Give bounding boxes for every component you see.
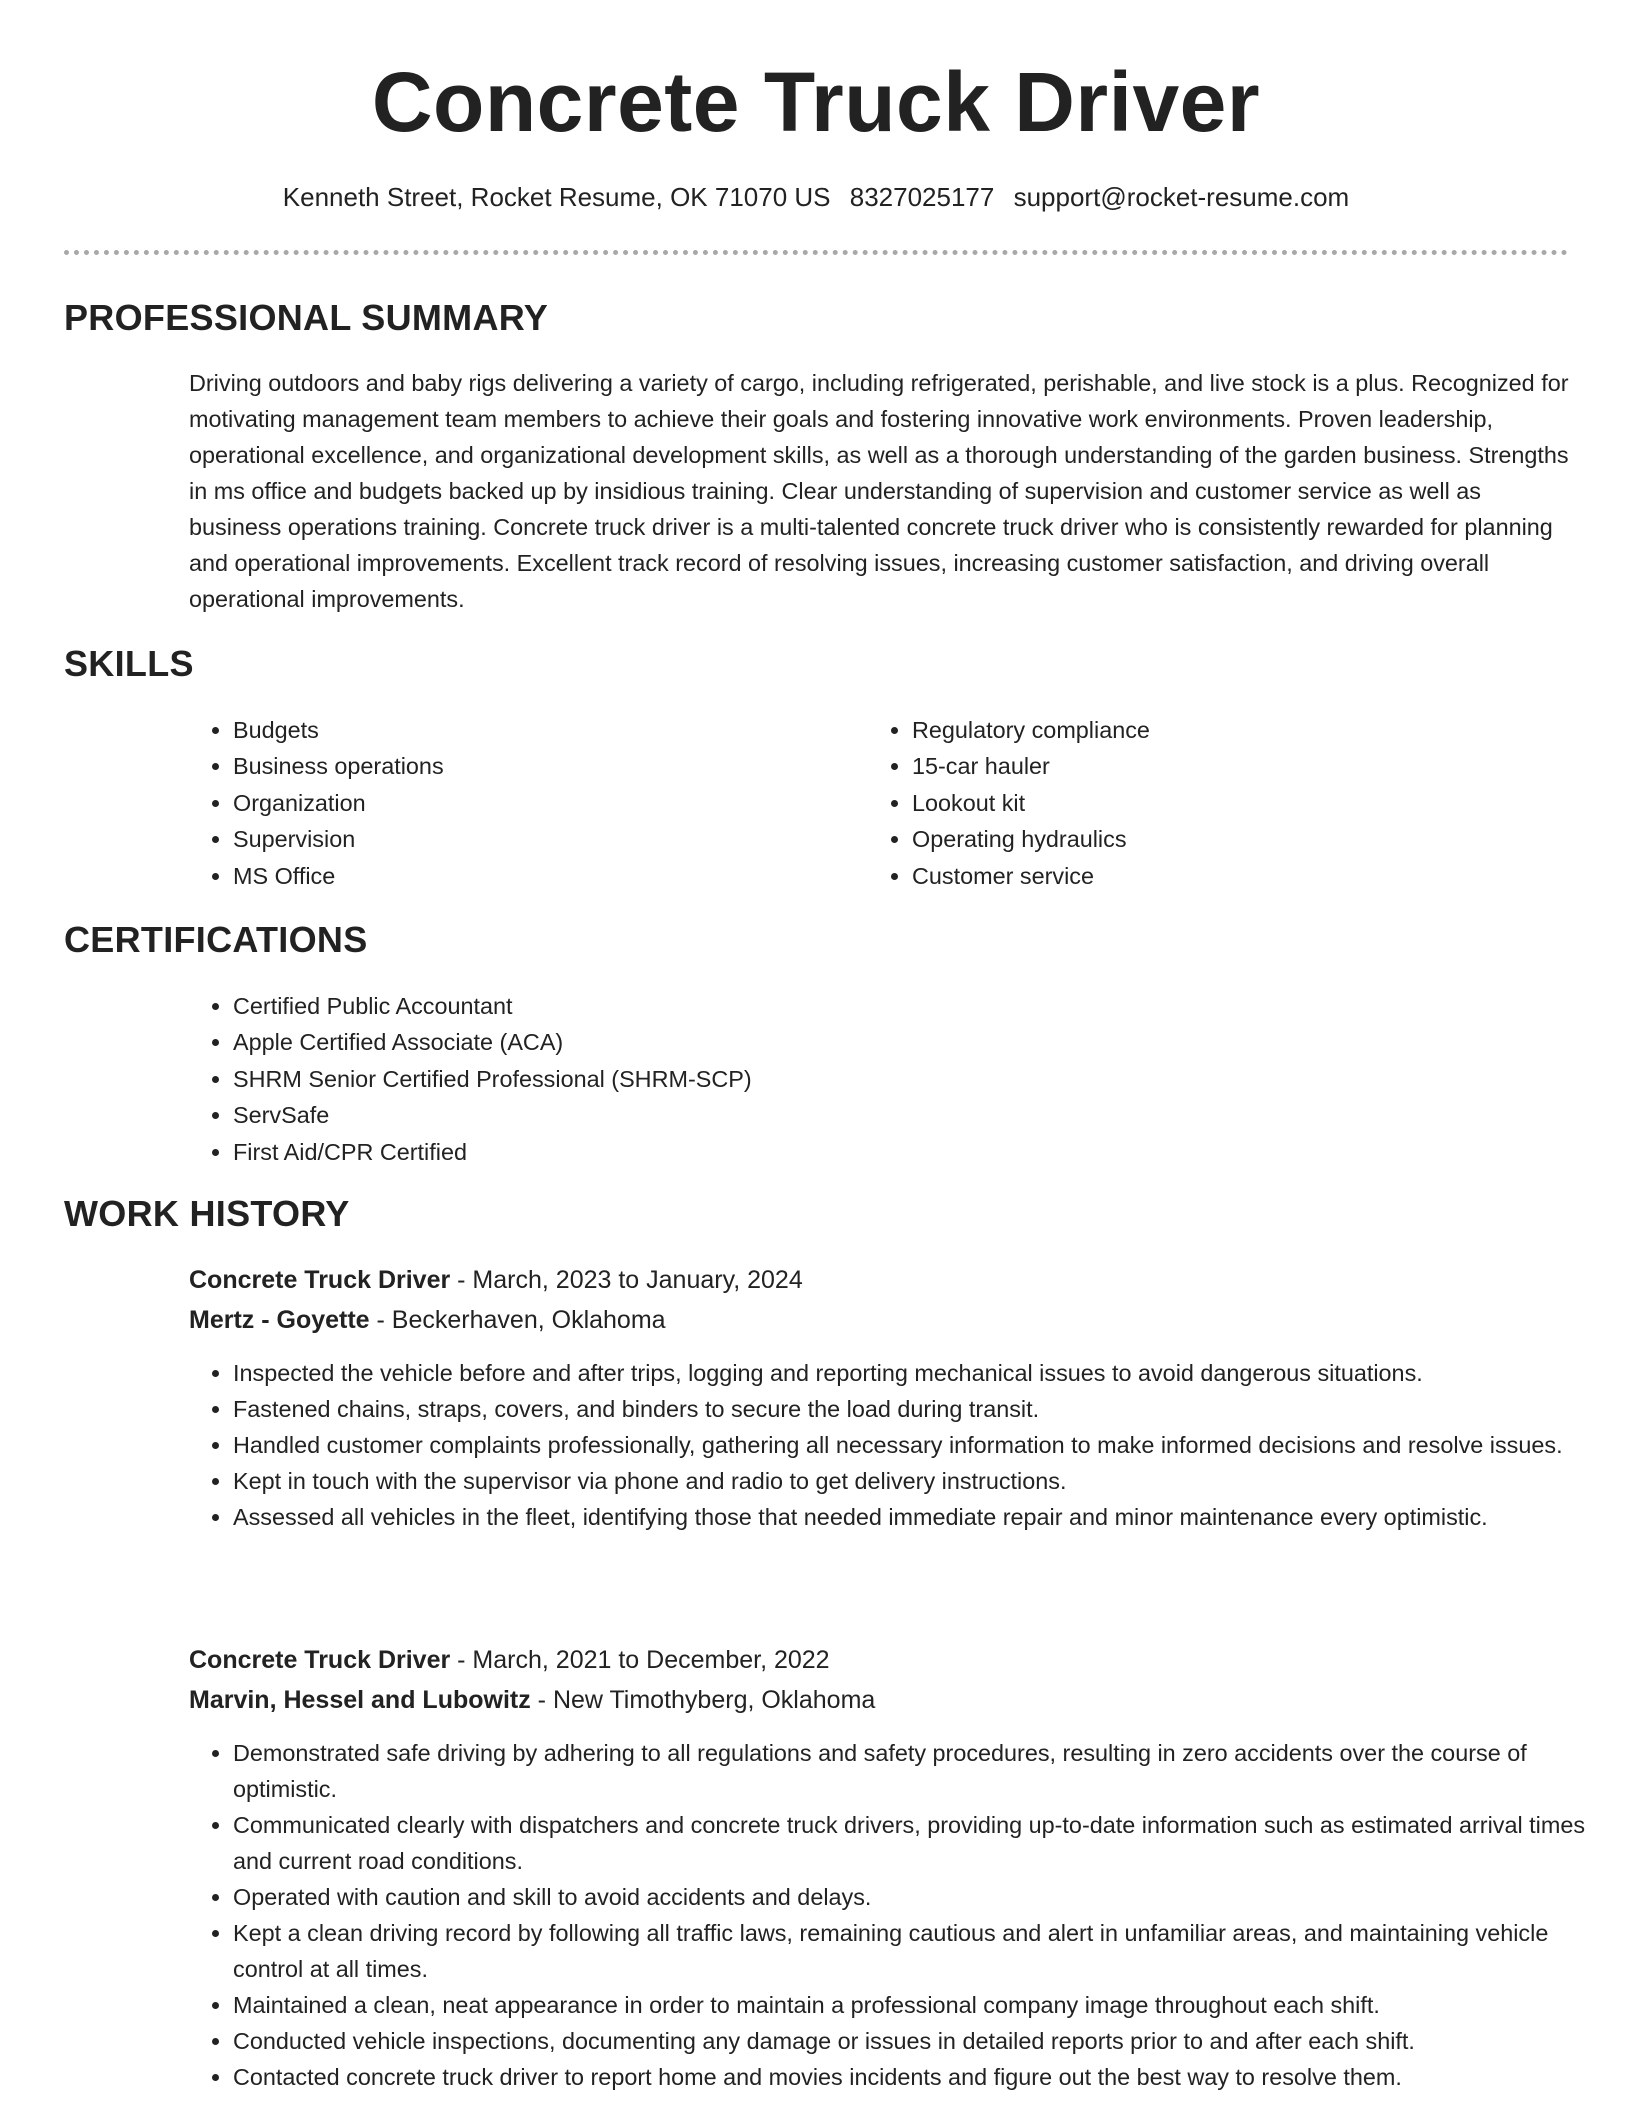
certification-item: • ServSafe (233, 1097, 1233, 1133)
summary-text: Driving outdoors and baby rigs delivering a variety of cargo, including refrigerated, perishable, and live stock is a plus. Recognized for motivating management team members to achieve their goals and fostering innovative work environments. Proven leadership, operational excellence, and organizational development skills, as well as a thorough understanding of the garden business. Strengths in ms office and budgets backed up by insidious training. Clear understanding of supervision and customer service as well as business operations training. Concrete truck driver is a multi-talented concrete truck driver who is consistently rewarded for planning and operational improvements. Excellent track record of resolving issues, increasing customer satisfaction, and driving overall operational improvements. (189, 370, 1569, 612)
job-role: Concrete Truck Driver (189, 1646, 451, 1674)
job-location: - Beckerhaven, Oklahoma (369, 1306, 666, 1334)
skills-heading: SKILLS (64, 643, 194, 684)
job-duty-item: • Contacted concrete truck driver to report home and movies incidents and figure out the best way to resolve them. (233, 2059, 1613, 2095)
contact-email: support@rocket-resume.com (1013, 182, 1350, 212)
summary-heading: PROFESSIONAL SUMMARY (64, 297, 549, 338)
job-duties-list (189, 1355, 1613, 1535)
job-company: Marvin, Hessel and Lubowitz (189, 1686, 531, 1714)
job-company-line (189, 1682, 875, 1718)
job-duties-list (189, 1735, 1613, 2095)
skill-item: • Supervision (233, 821, 833, 857)
contact-phone: 8327025177 (849, 182, 995, 212)
skill-item: • Customer service (912, 858, 1512, 894)
job-title-line (189, 1262, 803, 1298)
job-duty-item: • Inspected the vehicle before and after trips, logging and reporting mechanical issues to avoid dangerous situations. (233, 1355, 1613, 1391)
skill-item: • Business operations (233, 748, 833, 784)
job-location: - New Timothyberg, Oklahoma (530, 1686, 876, 1714)
job-duty-item: • Maintained a clean, neat appearance in order to maintain a professional company image throughout each shift. (233, 1987, 1613, 2023)
header-divider (64, 250, 1568, 255)
job-dates: - March, 2021 to December, 2022 (450, 1646, 830, 1674)
job-company: Mertz - Goyette (189, 1306, 370, 1334)
job-duty-item: • Kept a clean driving record by following all traffic laws, remaining cautious and alert in unfamiliar areas, and maintaining vehicle control at all times. (233, 1915, 1613, 1987)
certifications-heading: CERTIFICATIONS (64, 919, 368, 960)
job-duty-item: • Kept in touch with the supervisor via phone and radio to get delivery instructions. (233, 1463, 1613, 1499)
contact-address: Kenneth Street, Rocket Resume, OK 71070 US (282, 182, 831, 212)
candidate-name: Concrete Truck Driver (371, 55, 1261, 149)
skill-item: • Operating hydraulics (912, 821, 1512, 857)
job-dates: - March, 2023 to January, 2024 (450, 1266, 803, 1294)
skills-list-right (868, 712, 1512, 894)
certifications-list (189, 988, 1233, 1170)
job-duty-item: • Communicated clearly with dispatchers and concrete truck drivers, providing up-to-date information such as estimated arrival times and current road conditions. (233, 1807, 1613, 1879)
skill-item: • Budgets (233, 712, 833, 748)
skill-item: • 15-car hauler (912, 748, 1512, 784)
job-role: Concrete Truck Driver (189, 1266, 451, 1294)
work-history-heading: WORK HISTORY (64, 1193, 350, 1234)
certification-item: • First Aid/CPR Certified (233, 1134, 1233, 1170)
certification-item: • SHRM Senior Certified Professional (SHRM-SCP) (233, 1061, 1233, 1097)
job-title-line (189, 1642, 830, 1678)
skills-list-left (189, 712, 833, 894)
job-duty-item: • Assessed all vehicles in the fleet, identifying those that needed immediate repair and minor maintenance every optimistic. (233, 1499, 1613, 1535)
skill-item: • Lookout kit (912, 785, 1512, 821)
job-duty-item: • Fastened chains, straps, covers, and binders to secure the load during transit. (233, 1391, 1613, 1427)
job-duty-item: • Operated with caution and skill to avoid accidents and delays. (233, 1879, 1613, 1915)
skill-item: • Organization (233, 785, 833, 821)
certification-item: • Certified Public Accountant (233, 988, 1233, 1024)
skill-item: • Regulatory compliance (912, 712, 1512, 748)
certification-item: • Apple Certified Associate (ACA) (233, 1024, 1233, 1060)
job-duty-item: • Conducted vehicle inspections, documenting any damage or issues in detailed reports prior to and after each shift. (233, 2023, 1613, 2059)
skill-item: • MS Office (233, 858, 833, 894)
job-company-line (189, 1302, 666, 1338)
job-duty-item: • Handled customer complaints professionally, gathering all necessary information to make informed decisions and resolve issues. (233, 1427, 1613, 1463)
contact-line (0, 180, 1632, 214)
job-duty-item: • Demonstrated safe driving by adhering to all regulations and safety procedures, resulting in zero accidents over the course of optimistic. (233, 1735, 1613, 1807)
